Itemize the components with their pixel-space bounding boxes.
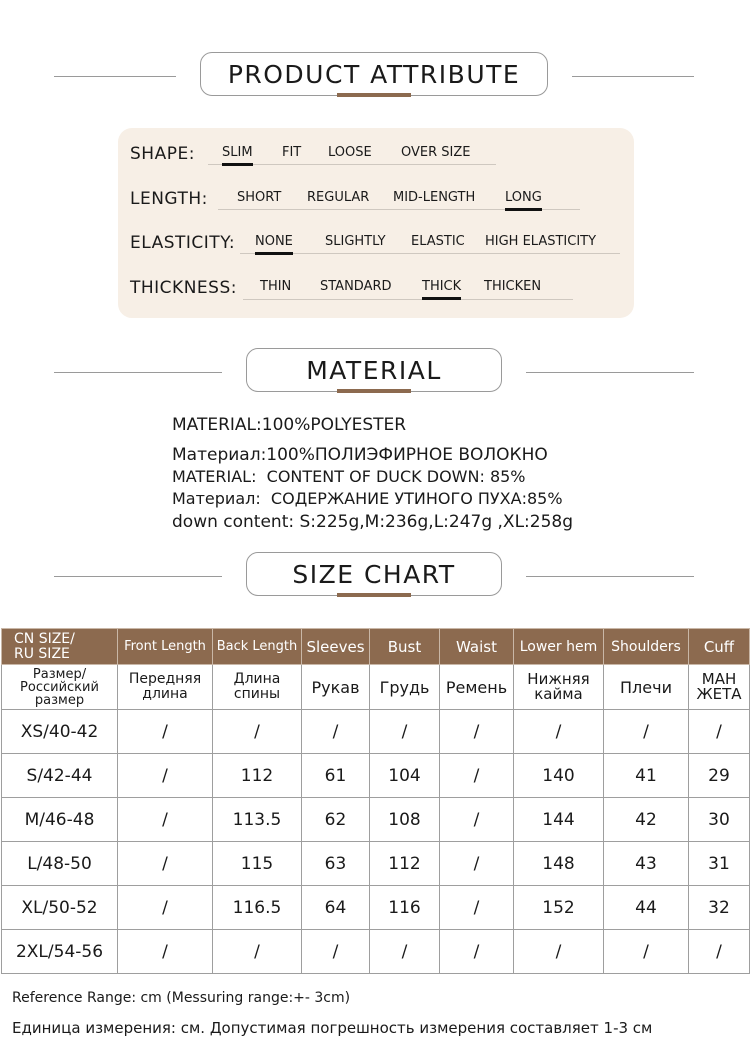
attribute-option-selected: NONE — [255, 234, 293, 249]
table-cell: 61 — [302, 754, 370, 798]
table-cell: / — [118, 842, 213, 886]
table-cell: / — [370, 930, 440, 974]
table-cell: 31 — [689, 842, 750, 886]
table-cell: 32 — [689, 886, 750, 930]
table-subheader-cell: МАН ЖЕТА — [689, 665, 750, 710]
attribute-option: SHORT — [237, 190, 282, 205]
table-cell: 108 — [370, 798, 440, 842]
table-cell: 29 — [689, 754, 750, 798]
table-header-cell: CN SIZE/ RU SIZE — [2, 629, 118, 665]
header-divider-right — [526, 576, 694, 577]
table-cell: / — [440, 842, 514, 886]
attribute-row-thickness — [118, 275, 634, 305]
product-attribute-title-pill — [200, 52, 548, 96]
attribute-row-shape — [118, 142, 634, 172]
table-cell: 112 — [370, 842, 440, 886]
table-cell: 112 — [213, 754, 302, 798]
material-title: MATERIAL — [306, 355, 442, 385]
title-accent-underline — [337, 389, 411, 393]
table-cell: / — [370, 710, 440, 754]
table-cell: 42 — [604, 798, 689, 842]
table-cell: 144 — [514, 798, 604, 842]
header-divider-right — [526, 372, 694, 373]
size-label-cell: M/46-48 — [2, 798, 118, 842]
attribute-option: THIN — [260, 279, 292, 294]
table-header-cell: Sleeves — [302, 629, 370, 665]
table-cell: / — [689, 710, 750, 754]
attribute-option-selected: SLIM — [222, 145, 253, 160]
material-title-pill — [246, 348, 502, 392]
table-cell: / — [440, 754, 514, 798]
size-label-cell: L/48-50 — [2, 842, 118, 886]
table-subheader-cell: Длина спины — [213, 665, 302, 710]
table-subheader-cell: Рукав — [302, 665, 370, 710]
attribute-option: THICKEN — [484, 279, 542, 294]
table-header-row — [2, 629, 750, 665]
table-cell: 64 — [302, 886, 370, 930]
table-cell: 115 — [213, 842, 302, 886]
header-divider-left — [54, 372, 222, 373]
attribute-label: LENGTH: — [130, 189, 208, 209]
size-label-cell: S/42-44 — [2, 754, 118, 798]
table-cell: 113.5 — [213, 798, 302, 842]
attribute-option-selected: LONG — [505, 190, 542, 205]
table-header-cell: Waist — [440, 629, 514, 665]
table-header-cell: Front Length — [118, 629, 213, 665]
material-line: Материал:100%ПОЛИЭФИРНОЕ ВОЛОКНО — [172, 445, 548, 465]
table-cell: 43 — [604, 842, 689, 886]
table-cell: / — [302, 710, 370, 754]
size-chart-title: SIZE CHART — [292, 559, 456, 589]
product-attribute-title: PRODUCT ATTRIBUTE — [227, 59, 521, 89]
attribute-option: REGULAR — [307, 190, 370, 205]
attribute-row-elasticity — [118, 231, 634, 261]
attribute-rule — [240, 253, 620, 254]
table-row — [2, 710, 750, 754]
attribute-label: ELASTICITY: — [130, 233, 236, 253]
attribute-label: THICKNESS: — [130, 278, 237, 298]
size-label-cell: XS/40-42 — [2, 710, 118, 754]
table-header-cell: Bust — [370, 629, 440, 665]
attribute-label: SHAPE: — [130, 144, 195, 164]
measurement-note-ru: Единица измерения: см. Допустимая погрешность измерения составляет 1-3 см — [12, 1019, 653, 1037]
header-divider-left — [54, 76, 176, 77]
attribute-option: ELASTIC — [411, 234, 465, 249]
attribute-option: LOOSE — [328, 145, 372, 160]
table-cell: 148 — [514, 842, 604, 886]
material-line: down content: S:225g,M:236g,L:247g ,XL:258g — [172, 512, 574, 532]
table-header-cell: Shoulders — [604, 629, 689, 665]
material-line: MATERIAL:100%POLYESTER — [172, 415, 407, 435]
table-cell: 41 — [604, 754, 689, 798]
table-cell: / — [440, 710, 514, 754]
table-cell: / — [514, 930, 604, 974]
table-cell: 30 — [689, 798, 750, 842]
table-row — [2, 842, 750, 886]
title-accent-underline — [337, 593, 411, 597]
attribute-option: HIGH ELASTICITY — [485, 234, 597, 249]
size-label-cell: 2XL/54-56 — [2, 930, 118, 974]
table-header-cell: Back Length — [213, 629, 302, 665]
table-cell: / — [689, 930, 750, 974]
table-subheader-row — [2, 665, 750, 710]
table-cell: / — [514, 710, 604, 754]
table-cell: / — [118, 754, 213, 798]
table-cell: / — [213, 930, 302, 974]
table-row — [2, 886, 750, 930]
table-cell: / — [213, 710, 302, 754]
table-cell: / — [604, 710, 689, 754]
table-cell: 116 — [370, 886, 440, 930]
table-cell: / — [118, 886, 213, 930]
reference-range-note: Reference Range: cm (Messuring range:+- 3cm) — [12, 990, 351, 1006]
size-chart-title-pill — [246, 552, 502, 596]
size-chart-body — [2, 710, 750, 974]
attribute-option: FIT — [282, 145, 302, 160]
attribute-option: SLIGHTLY — [325, 234, 386, 249]
size-chart-table — [1, 628, 750, 974]
table-cell: / — [302, 930, 370, 974]
material-header — [0, 348, 750, 398]
attribute-option: MID-LENGTH — [393, 190, 476, 205]
material-line: MATERIAL: CONTENT OF DUCK DOWN: 85% — [172, 467, 526, 486]
table-subheader-cell: Нижняя кайма — [514, 665, 604, 710]
table-cell: / — [440, 930, 514, 974]
size-chart-header — [0, 552, 750, 602]
table-row — [2, 798, 750, 842]
header-divider-left — [54, 576, 222, 577]
table-row — [2, 930, 750, 974]
table-cell: / — [604, 930, 689, 974]
table-cell: 63 — [302, 842, 370, 886]
title-accent-underline — [337, 93, 411, 97]
table-subheader-cell: Плечи — [604, 665, 689, 710]
product-attribute-header — [0, 52, 750, 102]
table-cell: 104 — [370, 754, 440, 798]
attribute-rule — [243, 299, 573, 300]
table-cell: 140 — [514, 754, 604, 798]
table-cell: 152 — [514, 886, 604, 930]
table-header-cell: Lower hem — [514, 629, 604, 665]
table-header-cell: Cuff — [689, 629, 750, 665]
table-cell: / — [440, 886, 514, 930]
table-cell: / — [118, 930, 213, 974]
attribute-option-selected: THICK — [422, 279, 462, 294]
table-cell: / — [118, 710, 213, 754]
table-subheader-cell: Грудь — [370, 665, 440, 710]
attribute-option: OVER SIZE — [401, 145, 471, 160]
attribute-row-length — [118, 187, 634, 217]
table-row — [2, 754, 750, 798]
material-line: Материал: СОДЕРЖАНИЕ УТИНОГО ПУХА:85% — [172, 489, 563, 508]
table-cell: / — [440, 798, 514, 842]
table-subheader-cell: Передняя длина — [118, 665, 213, 710]
table-cell: 116.5 — [213, 886, 302, 930]
attribute-panel — [118, 128, 634, 318]
size-label-cell: XL/50-52 — [2, 886, 118, 930]
attribute-option: STANDARD — [320, 279, 392, 294]
header-divider-right — [572, 76, 694, 77]
table-cell: / — [118, 798, 213, 842]
table-cell: 62 — [302, 798, 370, 842]
table-subheader-cell: Ремень — [440, 665, 514, 710]
table-cell: 44 — [604, 886, 689, 930]
table-subheader-cell: Размер/ Российский размер — [2, 665, 118, 710]
